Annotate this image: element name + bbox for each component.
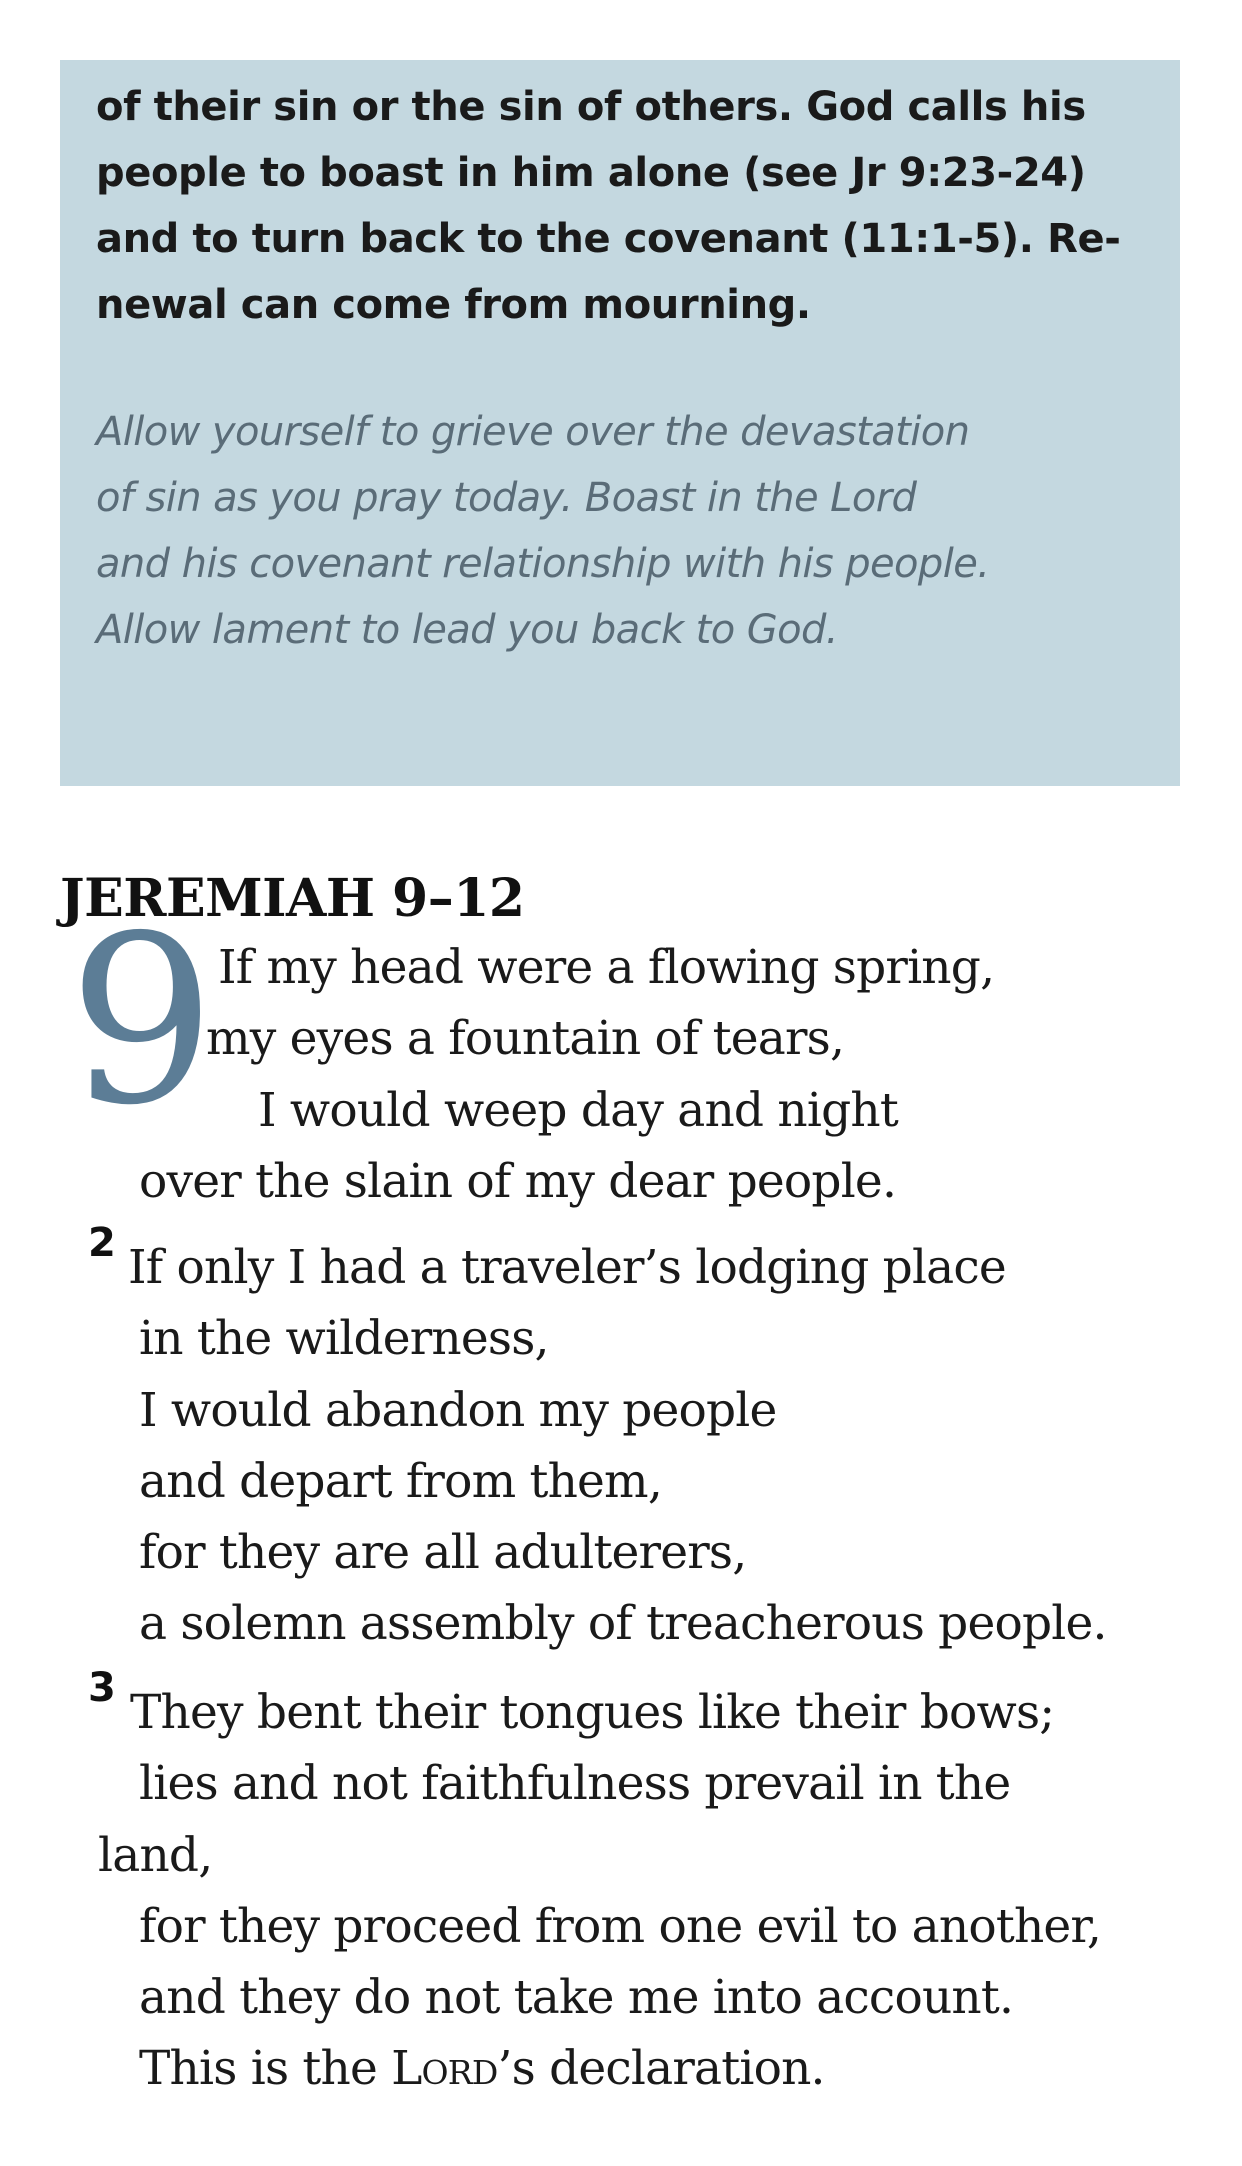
verse-line: a solemn assembly of treacherous people. <box>139 1596 1107 1651</box>
verse-line: and depart from them, <box>139 1454 662 1509</box>
verse-line: If only I had a traveler’s lodging place <box>128 1240 1006 1295</box>
declaration-end: ’s declaration. <box>497 2041 825 2096</box>
passage-heading: JEREMIAH 9–12 <box>60 868 525 929</box>
prayer-line: Allow yourself to grieve over the devastation <box>96 409 970 455</box>
verse-line: in the wilderness, <box>139 1311 549 1366</box>
callout-line: of their sin or the sin of others. God calls his <box>96 84 1086 130</box>
verse-line: lies and not faithfulness prevail in the <box>139 1756 1011 1811</box>
chapter-number-drop-cap: 9 <box>68 886 216 1156</box>
callout-line: people to boast in him alone (see Jr 9:23-24) <box>96 150 1086 196</box>
verse-line: for they are all adulterers, <box>139 1525 747 1580</box>
callout-line: newal can come from mourning. <box>96 282 811 328</box>
verse-line: and they do not take me into account. <box>139 1970 1014 2025</box>
verse-number: 2 <box>88 1220 116 1266</box>
verse-line: my eyes a fountain of tears, <box>206 1011 845 1066</box>
verse-line: If my head were a flowing spring, <box>218 940 995 995</box>
verse-number: 3 <box>88 1665 116 1711</box>
verse-line: land, <box>98 1828 213 1883</box>
callout-reflection-text <box>96 74 1144 338</box>
devotional-callout <box>60 60 1180 786</box>
verse-line: I would abandon my people <box>139 1383 777 1438</box>
verse-line: I would weep day and night <box>258 1083 898 1138</box>
callout-prayer-text <box>96 399 1144 663</box>
declaration-start: This is the <box>139 2041 392 2096</box>
prayer-line: of sin as you pray today. Boast in the Lord <box>96 475 917 521</box>
verse-line: over the slain of my dear people. <box>139 1154 897 1209</box>
verse-line: They bent their tongues like their bows; <box>130 1685 1055 1740</box>
prayer-line: Allow lament to lead you back to God. <box>96 607 838 653</box>
callout-line: and to turn back to the covenant (11:1-5). Re- <box>96 216 1121 262</box>
lord-small-caps: Lord <box>391 2041 498 2096</box>
verse-line-declaration <box>139 2041 825 2096</box>
verse-line: for they proceed from one evil to another, <box>139 1899 1102 1954</box>
prayer-line: and his covenant relationship with his people. <box>96 541 990 587</box>
